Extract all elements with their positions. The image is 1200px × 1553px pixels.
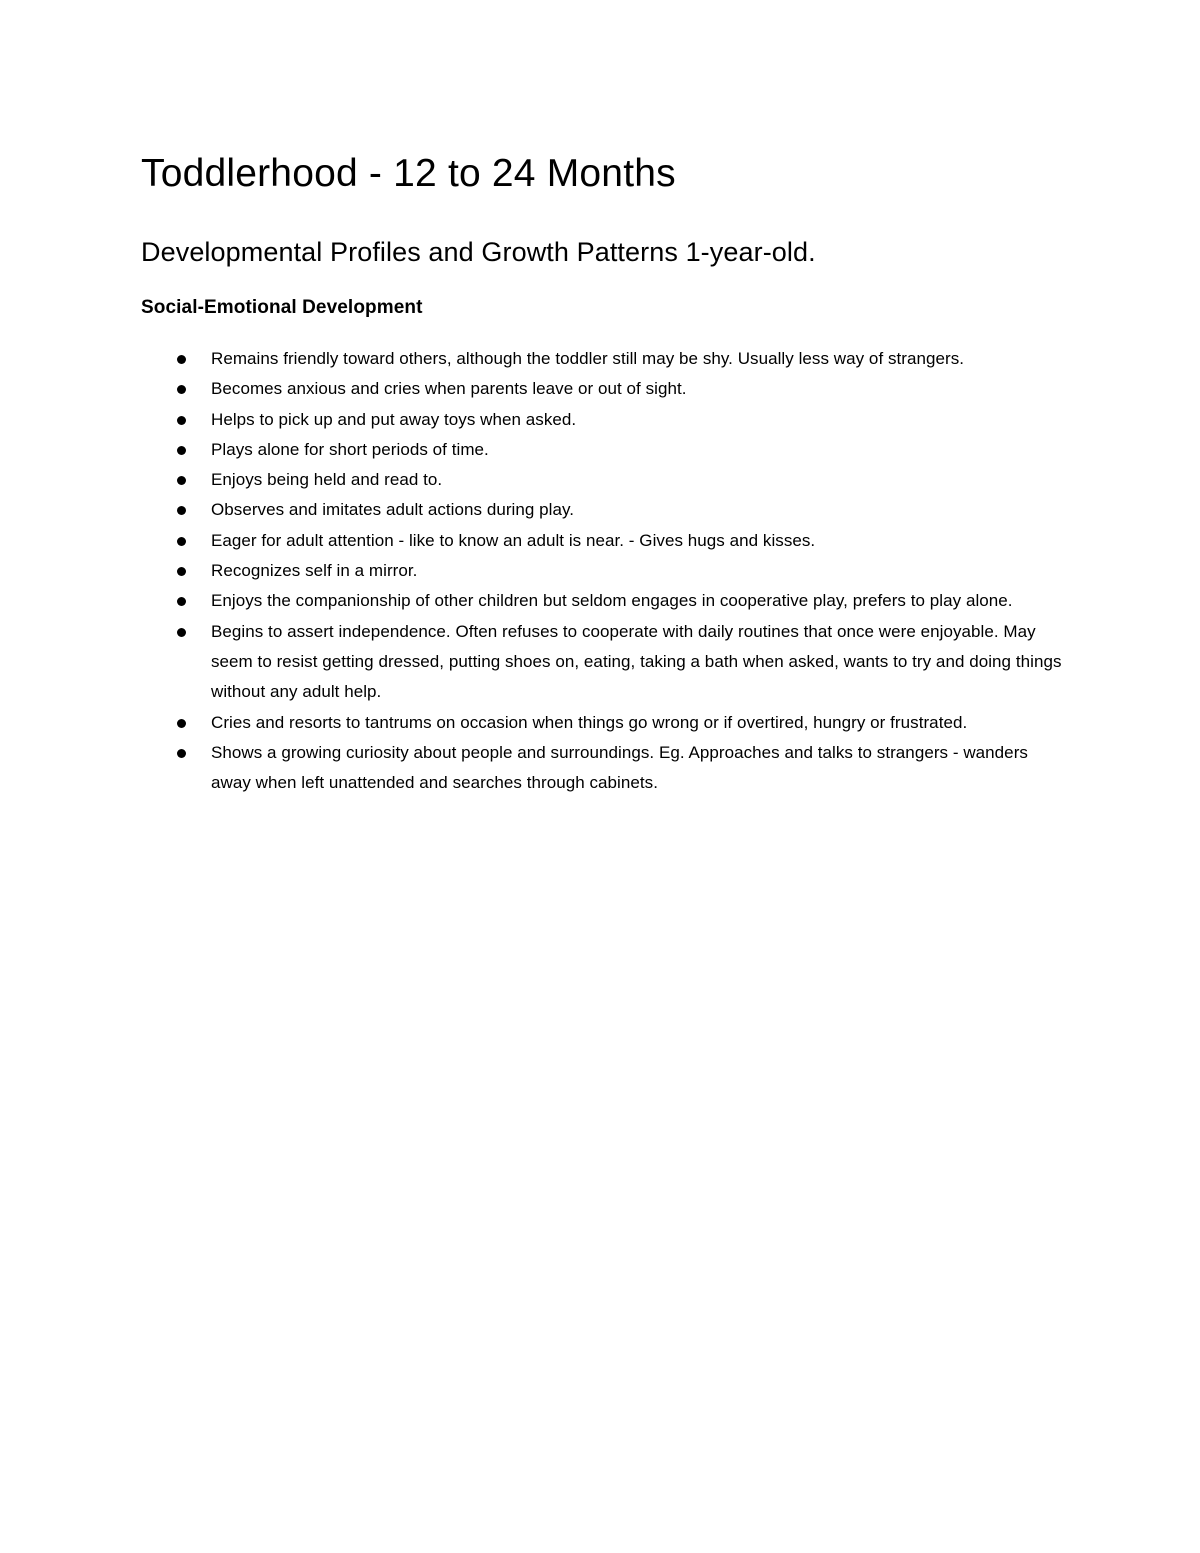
bullet-list	[141, 344, 1066, 798]
bullet-icon	[177, 719, 186, 728]
list-item-text: Recognizes self in a mirror.	[211, 561, 418, 581]
list-item	[141, 435, 1066, 465]
list-item-text: Eager for adult attention - like to know an adult is near. - Gives hugs and kisses.	[211, 530, 816, 550]
list-item	[141, 586, 1066, 616]
bullet-icon	[177, 446, 186, 455]
list-item	[141, 526, 1066, 556]
list-item	[141, 495, 1066, 525]
list-item	[141, 374, 1066, 404]
list-item	[141, 708, 1066, 738]
list-item-text: Enjoys the companionship of other children but seldom engages in cooperative play, prefers to play alone.	[211, 591, 1013, 611]
list-item	[141, 344, 1066, 374]
bullet-icon	[177, 628, 186, 637]
bullet-icon	[177, 567, 186, 576]
bullet-icon	[177, 355, 186, 364]
list-item-text: Becomes anxious and cries when parents leave or out of sight.	[211, 379, 687, 399]
list-item-text: Observes and imitates adult actions during play.	[211, 500, 575, 520]
list-item	[141, 617, 1066, 708]
list-item	[141, 738, 1066, 799]
bullet-icon	[177, 385, 186, 394]
list-item-text: Shows a growing curiosity about people and surroundings. Eg. Approaches and talks to strangers - wanders away when left unattended and searches through cabinets.	[211, 742, 1028, 793]
document-content	[141, 146, 1066, 798]
bullet-icon	[177, 537, 186, 546]
list-item-text: Remains friendly toward others, although the toddler still may be shy. Usually less way of strangers.	[211, 349, 965, 368]
document-subtitle: Developmental Profiles and Growth Patterns 1-year-old.	[141, 237, 816, 267]
bullet-icon	[177, 597, 186, 606]
list-item-text: Cries and resorts to tantrums on occasion when things go wrong or if overtired, hungry or frustrated.	[211, 712, 968, 732]
list-item-text: Plays alone for short periods of time.	[211, 439, 489, 459]
list-item	[141, 556, 1066, 586]
list-item	[141, 465, 1066, 495]
document-title: Toddlerhood - 12 to 24 Months	[141, 152, 676, 195]
list-item-text: Enjoys being held and read to.	[211, 470, 443, 490]
section-heading: Social-Emotional Development	[141, 297, 423, 318]
list-item-text: Helps to pick up and put away toys when asked.	[211, 409, 577, 429]
bullet-icon	[177, 416, 186, 425]
bullet-icon	[177, 506, 186, 515]
bullet-icon	[177, 476, 186, 485]
bullet-icon	[177, 749, 186, 758]
list-item-text: Begins to assert independence. Often refuses to cooperate with daily routines that once were enjoyable. May seem to resist getting dressed, putting shoes on, eating, taking a bath when asked, wants to try and doing things without any adult help.	[211, 621, 1062, 702]
list-item	[141, 405, 1066, 435]
